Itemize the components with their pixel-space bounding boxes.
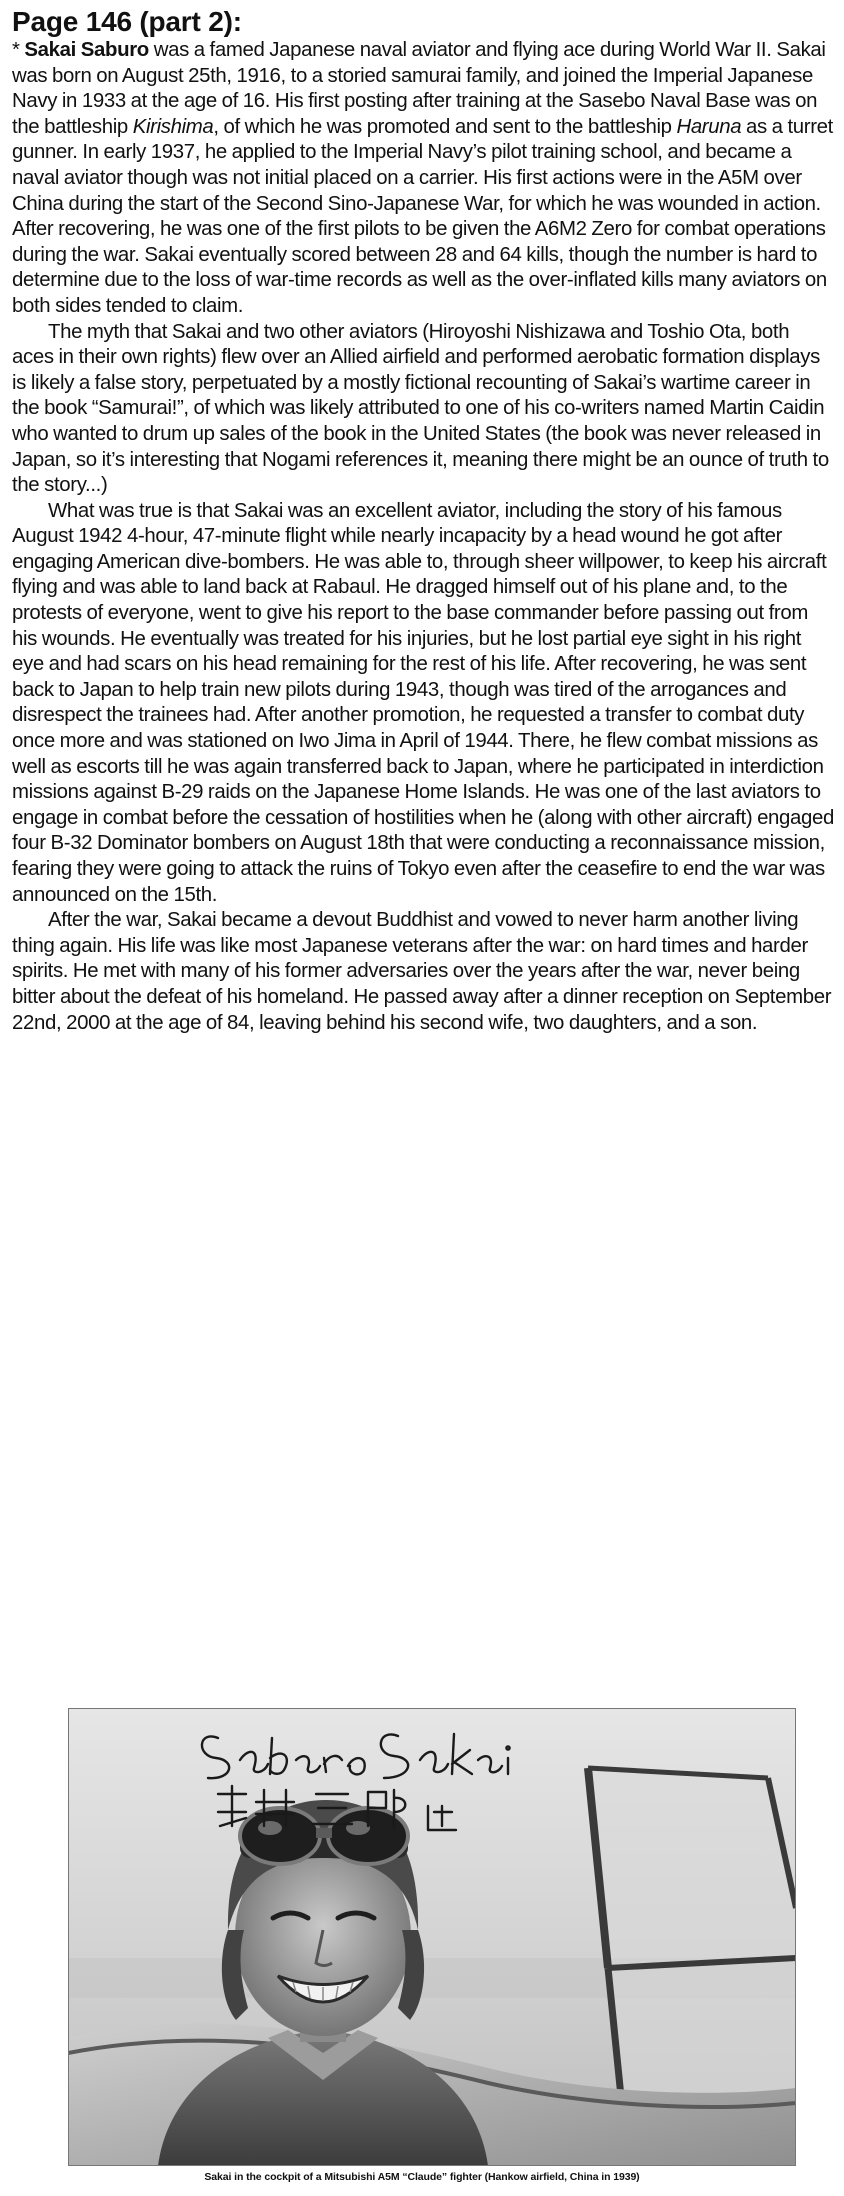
photo-caption: Sakai in the cockpit of a Mitsubishi A5M “Claude” fighter (Hankow airfield, China in 1939) xyxy=(204,2171,640,2183)
bio-text-2: , of which he was promoted and sent to the battleship xyxy=(213,115,677,138)
footnote-marker: * xyxy=(12,39,25,61)
paragraph-true-story: What was true is that Sakai was an excellent aviator, including the story of his famous August 1942 4-hour, 47-minute flight while nearly incapacity by a head wound he got after engaging American dive-bombers. He was able to, through sheer willpower, to keep his aircraft flying and was able to land back at Rabaul. He dragged himself out of his plane and, to the protests of everyone, went to give his report to the base commander before passing out from his wounds. He eventually was treated for his injuries, but he lost partial eye sight in his right eye and had scars on his head remaining for the rest of his life. After recovering, he was sent back to Japan to help train new pilots during 1943, though was tired of the arrogances and disrespect the trainees had. After another promotion, he requested a transfer to combat duty once more and was stationed on Iwo Jima in April of 1944. There, he flew combat missions as well as escorts till he was again transferred back to Japan, where he participated in interdiction missions against B-29 raids on the Japanese Home Islands. He was one of the last aviators to engage in combat before the cessation of hostilities when he (along with other aircraft) engaged four B-32 Dominator bombers on August 18th that were conducting a reconnaissance mission, fearing they were going to attack the ruins of Tokyo even after the ceasefire to end the war was announced on the 15th. xyxy=(12,499,835,906)
page-title: Page 146 (part 2): xyxy=(12,6,242,37)
ship-name-haruna: Haruna xyxy=(676,115,742,138)
bio-text-1: was a famed Japanese naval aviator and flying ace during World War II. Sakai was born on August 25th, 1916, to a storied samurai family, and joined the Imperial Japanese Navy in 1933 at the age of 16. His first posting after training at the Sasebo Naval Base was on the battleship xyxy=(12,39,826,138)
subject-name: Sakai Saburo xyxy=(24,39,149,61)
sakai-cockpit-photo xyxy=(68,1708,796,2166)
bio-text-3: as a turret gunner. In early 1937, he applied to the Imperial Navy’s pilot training school, and became a naval aviator though was not initial placed on a carrier. His first actions were in the A5M over China during the start of the Second Sino-Japanese War, for which he was wounded in action. After recovering, he was one of the first pilots to be given the A6M2 Zero for combat operations during the war. Sakai eventually scored between 28 and 64 kills, though the number is hard to determine due to the loss of war-time records as well as the over-inflated kills many aviators on both sides tended to claim. xyxy=(12,115,833,317)
paragraph-after-war: After the war, Sakai became a devout Buddhist and vowed to never harm another living thing again. His life was like most Japanese veterans after the war: on hard times and harder spirits. He met with many of his former adversaries over the years after the war, never being bitter about the defeat of his homeland. He passed away after a dinner reception on September 22nd, 2000 at the age of 84, leaving behind his second wife, two daughters, and a son. xyxy=(12,909,832,1034)
paragraph-myth: The myth that Sakai and two other aviators (Hiroyoshi Nishizawa and Toshio Ota, both aces in their own rights) flew over an Allied airfield and performed aerobatic formation displays is likely a false story, perpetuated by a mostly fictional recounting of Sakai’s wartime career in the book “Samurai!”, of which was likely attributed to one of his co-writers named Martin Caidin who wanted to drum up sales of the book in the United States (the book was never released in Japan, so it’s interesting that Nogami references it, meaning there might be an ounce of truth to the story...) xyxy=(12,320,829,497)
paragraph-sakai-bio xyxy=(12,38,834,320)
ship-name-kirishima: Kirishima xyxy=(132,115,214,138)
photo-illustration xyxy=(68,1708,796,2166)
